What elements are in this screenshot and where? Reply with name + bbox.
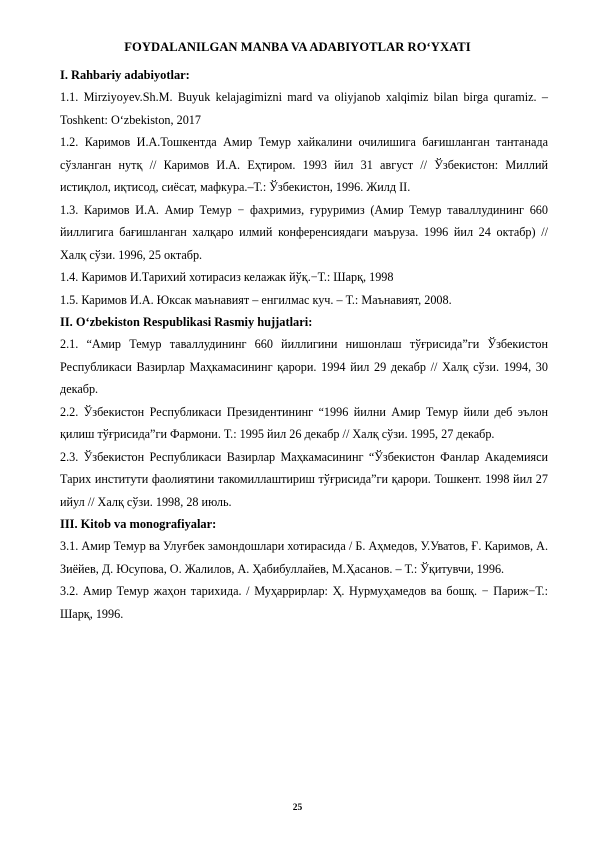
reference-entry: 3.2. Амир Темур жаҳон тарихида. / Муҳаррирлар: Ҳ. Нурмуҳамедов ва бошқ. − Париж−Т.: Шарқ, 1996.: [60, 584, 548, 621]
reference-entry: 1.5. Каримов И.А. Юксак маънавият – енгилмас куч. – Т.: Маънавият, 2008.: [60, 292, 452, 307]
reference-entry: 2.1. “Амир Темур таваллудининг 660 йиллигини нишонлаш тўғрисида”ги Ўзбекистон Республикаси Вазирлар Маҳкамасининг қарори. 1994 йил 29 декабр // Халқ сўзи. 1994, 30 декабр.: [60, 337, 548, 396]
section-heading: I. Rahbariy adabiyotlar:: [60, 68, 190, 82]
page-number: 25: [292, 803, 303, 813]
section-books-monographs: [60, 513, 548, 625]
reference-list: [60, 64, 548, 625]
reference-entry: 1.4. Каримов И.Тарихий хотирасиз келажак йўқ.−Т.: Шарқ, 1998: [60, 270, 394, 284]
page-title: FOYDALANILGAN MANBA VA ADABIYOTLAR RO‘YXATI: [124, 40, 471, 54]
section-official-documents: [60, 311, 548, 513]
reference-entry: 1.3. Каримов И.А. Амир Темур − фахримиз, ғуруримиз (Амир Темур таваллудининг 660 йиллигига бағишланган халқаро илмий конференсиядаги маъруза. 1996 йил 24 октабр) // Халқ сўзи. 1996, 25 октабр.: [60, 202, 548, 262]
section-heading: II. O‘zbekiston Respublikasi Rasmiy hujjatlari:: [60, 315, 313, 329]
reference-entry: 2.3. Ўзбекистон Республикаси Вазирлар Маҳкамасининг “Ўзбекистон Фанлар Академияси Тарих институти фаолиятини такомиллаштириш тўғрисида”ги қарори. Тошкент. 1998 йил 27 ийул // Халқ сўзи. 1998, 28 июль.: [60, 449, 548, 509]
section-guiding-literature: [60, 64, 548, 311]
section-heading: III. Kitob va monografiyalar:: [60, 517, 217, 531]
reference-entry: 1.2. Каримов И.А.Тошкентда Амир Темур хайкалини очилишига бағишланган тантанада сўзланган нутқ // Каримов И.А. Еҳтиром. 1993 йил 31 август // Ўзбекистон: Миллий истиқлол, иқтисод, сиёсат, мафкура.–Т.: Ўзбекистон, 1996. Жилд II.: [60, 135, 548, 194]
reference-entry: 3.1. Амир Темур ва Улуғбек замондошлари хотирасида / Б. Аҳмедов, У.Уватов, Ғ. Каримов, А. Зиёйев, Д. Юсупова, О. Жалилов, А. Ҳабибуллайев, М.Ҳасанов. – Т.: Ўқитувчи, 1996.: [60, 539, 548, 576]
reference-entry: 2.2. Ўзбекистон Республикаси Президентининг “1996 йилни Амир Темур йили деб эълон қилиш тўғрисида”ги Фармони. Т.: 1995 йил 26 декабр // Халқ сўзи. 1995, 27 декабр.: [60, 404, 548, 441]
reference-entry: 1.1. Mirziyoyev.Sh.M. Buyuk kelajagimizni mard va oliyjanob xalqimiz bilan birga quramiz. – Toshkent: O‘zbekiston, 2017: [60, 90, 548, 127]
